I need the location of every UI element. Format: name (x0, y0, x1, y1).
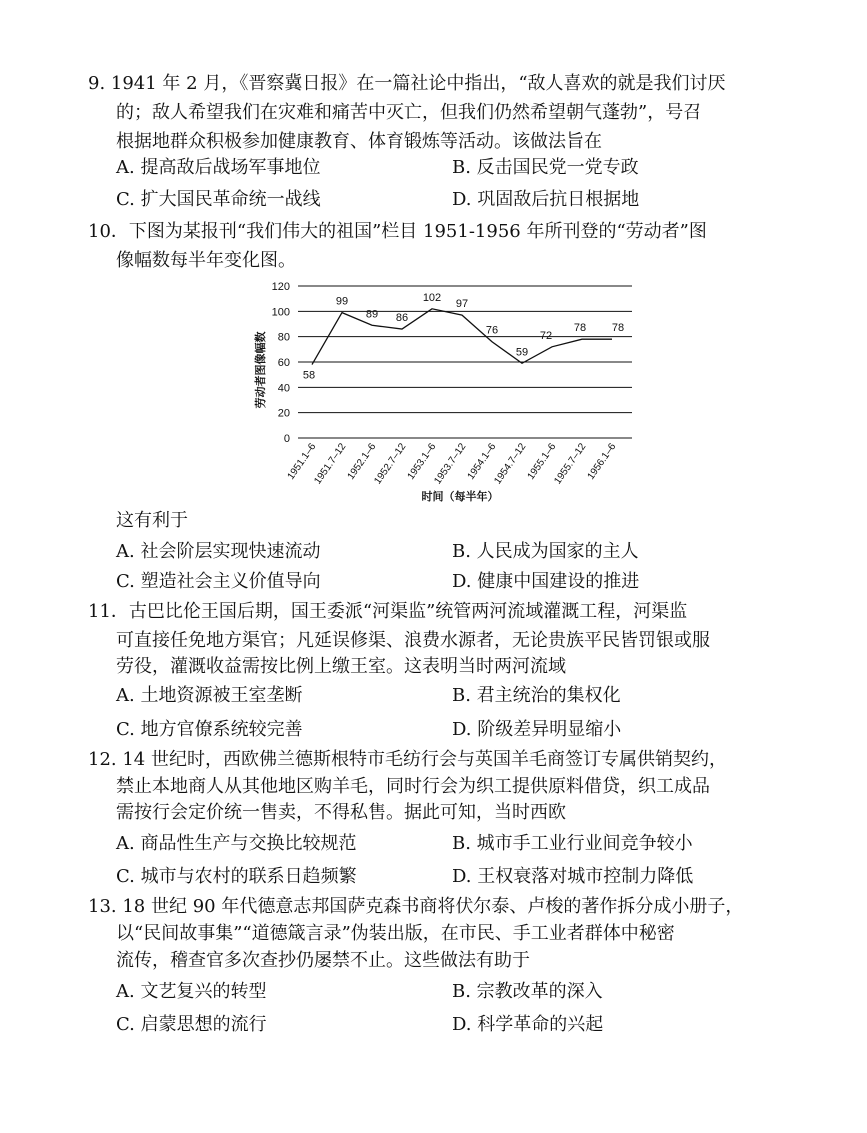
q10-line-2: 像幅数每半年变化图。 (116, 250, 296, 271)
q11-line-2: 可直接任免地方渠官；凡延误修渠、浪费水源者，无论贵族平民皆罚银或服 (116, 630, 710, 651)
x-tick-label: 1955.7–12 (552, 441, 589, 487)
q9-line-3: 根据地群众积极参加健康教育、体育锻炼等活动。该做法旨在 (116, 131, 602, 152)
q13-option-a: A. 文艺复兴的转型 (116, 981, 267, 1002)
data-label: 72 (539, 329, 553, 342)
q11-option-b: B. 君主统治的集权化 (452, 685, 621, 706)
q10-option-d: D. 健康中国建设的推进 (452, 571, 640, 592)
x-tick-labels (286, 441, 619, 486)
x-tick-label: 1952.7–12 (372, 441, 409, 487)
q9-option-d: D. 巩固敌后抗日根据地 (452, 189, 640, 210)
q10-after-chart: 这有利于 (116, 510, 188, 531)
x-tick-label: 1956.1–6 (585, 441, 619, 482)
data-label: 86 (395, 312, 409, 325)
q12-option-c: C. 城市与农村的联系日趋频繁 (116, 866, 357, 887)
q12-option-b: B. 城市手工业行业间竞争较小 (452, 833, 693, 854)
y-tick-label: 80 (277, 331, 290, 344)
q9-option-b: B. 反击国民党一党专政 (452, 157, 639, 178)
y-tick-label: 20 (277, 407, 290, 420)
q9-line-1: 9. 1941 年 2 月，《晋察冀日报》在一篇社论中指出，“敌人喜欢的就是我们讨厌 (88, 73, 726, 94)
q12-line-3: 需按行会定价统一售卖，不得私售。据此可知，当时西欧 (116, 802, 566, 823)
x-tick-label: 1951.1–6 (285, 441, 319, 482)
labor-image-line-chart (250, 270, 650, 510)
x-tick-label: 1951.7–12 (312, 441, 349, 487)
x-tick-label: 1953.1–6 (405, 441, 439, 482)
y-tick-labels (272, 281, 290, 445)
y-tick-label: 0 (283, 433, 290, 445)
q10-option-a: A. 社会阶层实现快速流动 (116, 541, 321, 562)
q13-line-2: 以“民间故事集”“道德箴言录”伪装出版，在市民、手工业者群体中秘密 (116, 923, 675, 944)
q9-option-a: A. 提高敌后战场军事地位 (116, 157, 321, 178)
q12-option-a: A. 商品性生产与交换比较规范 (116, 833, 357, 854)
q13-line-1: 13. 18 世纪 90 年代德意志邦国萨克森书商将伏尔泰、卢梭的著作拆分成小册子， (88, 896, 744, 917)
y-tick-label: 40 (277, 382, 290, 395)
q11-line-3: 劳役，灌溉收益需按比例上缴王室。这表明当时两河流域 (116, 656, 566, 677)
q9-option-c: C. 扩大国民革命统一战线 (116, 189, 321, 210)
data-label: 89 (365, 308, 379, 321)
q10-line-1: 10．下图为某报刊“我们伟大的祖国”栏目 1951-1956 年所刊登的“劳动者”图 (88, 221, 707, 242)
data-label: 102 (422, 291, 442, 304)
x-axis-label: 时间（每半年） (421, 491, 499, 503)
data-label: 78 (573, 322, 587, 335)
q13-option-b: B. 宗教改革的深入 (452, 981, 603, 1002)
x-tick-label: 1953.7–12 (432, 441, 469, 487)
q11-line-1: 11．古巴比伦王国后期，国王委派“河渠监”统管两河流域灌溉工程，河渠监 (88, 601, 688, 622)
q10-option-c: C. 塑造社会主义价值导向 (116, 571, 321, 592)
data-label: 58 (302, 369, 316, 382)
q11-option-d: D. 阶级差异明显缩小 (452, 719, 622, 740)
data-label: 59 (515, 346, 529, 359)
q10-option-b: B. 人民成为国家的主人 (452, 541, 639, 562)
q13-option-d: D. 科学革命的兴起 (452, 1014, 604, 1035)
q9-line-2: 的；敌人希望我们在灾难和痛苦中灭亡，但我们仍然希望朝气蓬勃”，号召 (116, 102, 702, 123)
q12-line-1: 12. 14 世纪时，西欧佛兰德斯根特市毛纺行会与英国羊毛商签订专属供销契约， (88, 749, 727, 770)
q11-option-a: A. 土地资源被王室垄断 (116, 685, 303, 706)
x-tick-label: 1955.1–6 (525, 441, 559, 482)
q11-option-c: C. 地方官僚系统较完善 (116, 719, 303, 740)
data-label: 76 (485, 324, 499, 337)
q13-option-c: C. 启蒙思想的流行 (116, 1014, 267, 1035)
x-tick-label: 1954.7–12 (492, 441, 529, 487)
y-tick-label: 100 (271, 306, 290, 319)
y-tick-label: 60 (277, 357, 290, 369)
q13-line-3: 流传，稽查官多次查抄仍屡禁不止。这些做法有助于 (116, 950, 530, 971)
data-label: 99 (335, 295, 349, 308)
x-tick-label: 1952.1–6 (345, 441, 379, 482)
data-label: 78 (611, 322, 625, 335)
y-tick-label: 120 (271, 281, 290, 293)
x-tick-label: 1954.1–6 (465, 441, 499, 482)
q12-line-2: 禁止本地商人从其他地区购羊毛，同时行会为织工提供原料借贷，织工成品 (116, 776, 710, 797)
y-axis-label: 劳动者图像幅数 (255, 331, 267, 409)
q12-option-d: D. 王权衰落对城市控制力降低 (452, 866, 694, 887)
data-label: 97 (455, 298, 469, 311)
